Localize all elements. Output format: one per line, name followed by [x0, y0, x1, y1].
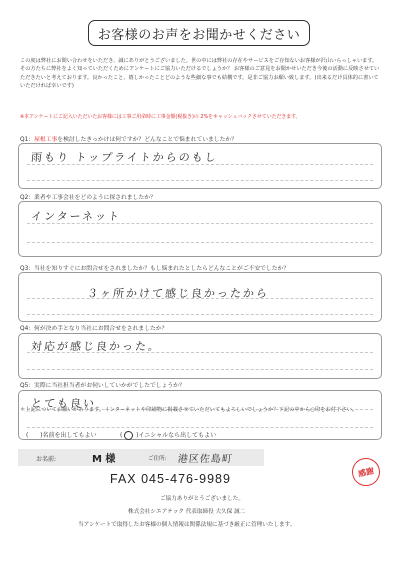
question-5-label: Q5：実際に当社担当者がお伺いしていかがでしたでしょうか？ — [20, 383, 185, 389]
answer-line — [27, 427, 373, 428]
page-title: お客様のお声をお聞かせください — [88, 20, 310, 46]
name-label: お名前: — [36, 456, 57, 463]
consent-text: ＊上記についてお願いがあります。インターネットや印刷物に掲載させていただいてもよろしいでしょうか？下記の中から○印をお付下さい。 — [20, 407, 358, 413]
question-4-label: Q4：何が決め手となり当社にお問合せをされましたか？ — [20, 326, 168, 332]
answer-line — [27, 242, 373, 243]
question-3-label: Q3：当社を知りすぐにお問合せをされましたか？もし悩まれたとしたらどんなことがご不安でしたか？ — [20, 266, 290, 272]
answer-line — [27, 180, 373, 181]
option-initial-ok[interactable]: ( )イニシャルなら出してもよい — [120, 432, 217, 439]
option-name-ok[interactable]: ( )名前を出してもよい — [26, 432, 97, 439]
answer-5[interactable]: とても良い — [30, 397, 97, 410]
intro-text: この度は弊社にお問い合わせをいただき、誠にありがとうございました。世の中には弊社の存在やサービスをご存知ないお客様が沢山いらっしゃいます。その方たちに弊社をよく知っていただくためにアンケートにご協力いただけるでしょうか？ お客様のご意見をお聞かせいただき今後の活動に反映させていただきたいと考えております。良かったこと、嬉しかったことどのような些細な事でも結構です。是非ご協力お願い致します。(出来るだけ具体的に書いていただければ幸いです) — [20, 58, 380, 89]
address-value[interactable]: 港区佐島町 — [177, 454, 234, 465]
question-1-label: Q1：屋根工事を検討したきっかけは何ですか？どんなことで悩まれていましたか？ — [20, 137, 237, 143]
answer-1[interactable]: 雨もり トップライトからのもし — [30, 151, 219, 164]
question-2-label: Q2：業者や工事会社をどのように探されましたか？ — [20, 195, 156, 201]
answer-4[interactable]: 対応が感じ良かった。 — [30, 340, 162, 353]
fax-number: FAX 045-476-9989 — [110, 472, 231, 486]
question-1-box — [18, 143, 382, 189]
company-text: 株式会社シエアテック 代表取締役 大久保 誠二 — [128, 509, 246, 515]
selected-circle-icon — [124, 431, 133, 440]
question-3-box — [18, 272, 382, 322]
cashback-notice: ※本アンケートにご記入いただいたお客様には工事ご用命時に工事金額(税抜き)の 2%をキャッシュバックさせていただきます。 — [20, 114, 301, 120]
answer-2[interactable]: インターネット — [30, 210, 122, 223]
name-value[interactable]: M 様 — [92, 454, 116, 465]
question-2-box — [18, 201, 382, 257]
question-4-box — [18, 333, 382, 379]
answer-3[interactable]: ３ヶ所かけて感じ良かったから — [86, 287, 270, 300]
address-label: ご住所: — [148, 456, 167, 462]
answer-line — [27, 369, 373, 370]
thanks-text: ご協力ありがとうございました。 — [160, 496, 244, 502]
privacy-text: 当アンケートで取得したお客様の個人情報は関係法規に基づき厳正に管理いたします。 — [78, 522, 296, 528]
thanks-stamp: 感謝 — [349, 455, 382, 488]
answer-line — [27, 314, 373, 315]
